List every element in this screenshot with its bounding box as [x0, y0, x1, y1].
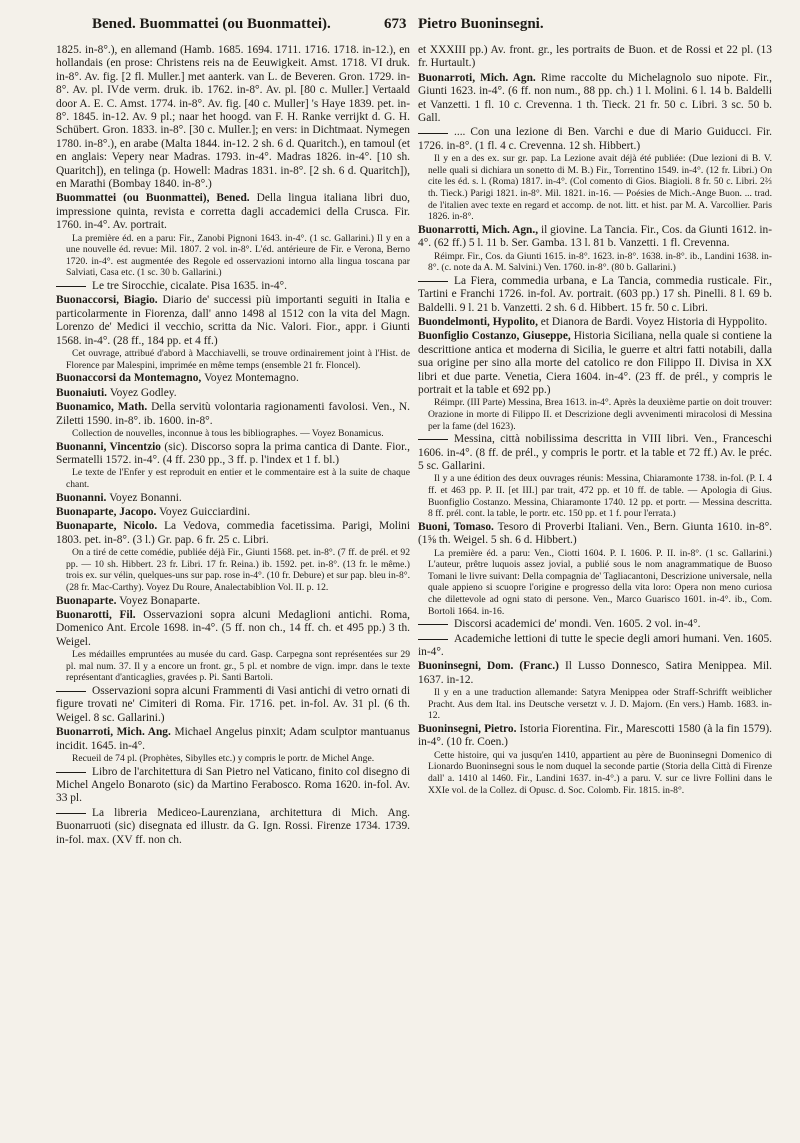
entry-text: Voyez Guicciardini.	[159, 505, 251, 518]
ditto-dash	[418, 624, 448, 625]
entry-note: On a tiré de cette comédie, publiée déjà Fir., Giunti 1568. pet. in-8°. (7 ff. de prél. et 92 pp. — 10 sh. Hibbert. 23 fr. Libri. 17 fr. Reina.) ib. 1592. pet. in-8°. (13 fr. le même.) trois ex. sur vélin, quelques-uns sur pap. rose in-4°. (10 fr. Debure) et sur pap. bleu in-8°. (28 fr. Mac-Carthy). Voyez Du Roure, Analectabiblion Vol. II. p. 12.	[66, 547, 410, 593]
running-header	[0, 14, 800, 36]
header-right: Pietro Buoninsegni.	[418, 16, 544, 32]
bib-entry	[56, 506, 410, 519]
entry-text: et Dianora de Bardi. Voyez Historia di Hyppolito.	[540, 316, 768, 329]
entry-text: Le tre Sirocchie, cicalate. Pisa 1635. in-4°.	[92, 280, 287, 293]
bib-entry	[56, 609, 410, 684]
entry-text: Michael Angelus pinxit; Adam sculptor mantuanus incidit. 1645. in-4°.	[56, 726, 410, 752]
entry-text: Voyez Montemagno.	[204, 372, 299, 385]
bib-entry	[56, 595, 410, 608]
entry-heading: Buommattei (ou Buonmattei), Bened.	[56, 192, 257, 205]
entry-note: Il y en a des ex. sur gr. pap. La Lezione avait déjà été publiée: (Due lezioni di B. V. nelle quali si dichiara un sonetto di M. B.) Fir., Torrentino 1549. in-4°. (12 fr. Libri.) On cite les éd. s. l. (Roma) 1817. in-4°. (Col comento di Gios. Biagioli. 8 fr. 50 c. Libri. 2⅔ th. Tieck.) Parigi 1821. in-8°. Mil. 1821. in-16. — Poésies de Mich.-Ange Buon. ... trad. de l'italien avec texte en regard et accomp. de not. litt. et hist. par M. A. Varcollier. Paris 1826. in-8°.	[428, 153, 772, 223]
ditto-dash	[418, 133, 448, 134]
entry-text: Messina, città nobilissima descritta in VIII libri. Ven., Franceschi 1606. in-4°. (8 ff. de prél., y compris le portr. et la table et 72 ff.) Av. le préc. 5 sc. Gallarini.	[418, 433, 772, 473]
entry-text: Tesoro di Proverbi Italiani. Ven., Bern. Giunta 1610. in-8°. (1⅝ th. Weigel. 5 sh. 6 d. Hibbert.)	[418, 520, 772, 547]
entry-text: il giovine. La Tancia. Fir., Cos. da Giunti 1612. in-4°. (62 ff.) 5 l. 11 b. Ser. Gamba. 13 l. 81 b. Vanzetti. 1 fl. Crevenna.	[418, 223, 772, 250]
entry-heading: Buonaccorsi da Montemagno,	[56, 372, 205, 385]
entry-text: Discorsi academici de' mondi. Ven. 1605. 2 vol. in-4°.	[454, 618, 701, 631]
bib-entry	[56, 441, 410, 491]
entry-heading: Buonaccorsi, Biagio.	[56, 294, 163, 307]
ditto-dash	[56, 813, 86, 814]
entry-heading: Buonaparte, Jacopo.	[56, 505, 160, 518]
entry-text: et XXXIII pp.) Av. front. gr., les portraits de Buon. et de Rossi et 22 pl. (13 fr. Hurtault.)	[418, 44, 772, 70]
bib-entry	[56, 726, 410, 764]
entry-heading: Buonfiglio Costanzo, Giuseppe,	[418, 330, 574, 343]
bib-entry	[418, 44, 772, 71]
entry-note: Il y en a une traduction allemande: Satyra Menippea oder Straff-Schrifft weiblicher Pracht. Aus dem Ital. ins Deutsche versetzt v. J. D. Majorn. (En vers.) Hamb. 1683. in-12.	[428, 687, 772, 722]
entry-text: Rime raccolte du Michelagnolo suo nipote. Fir., Giunti 1623. in-4°. (6 ff. non num., 88 pp. ch.) 1 l. Molini. 6 l. 14 b. Baldelli et Vanzetti. 1 fl. 10 c. Crevenna. 1 th. Tieck. 21 fr. 50 c. Libri. 3 sc. 50 b. Gall.	[418, 71, 772, 125]
entry-text: Osservazioni sopra alcuni Medaglioni antichi. Roma, Domenico Ant. Ercole 1698. in-4°. (5 ff. non ch., 14 ff. ch. et 495 pp.) 3 th. Weigel.	[56, 608, 411, 648]
entry-heading: Buonarrotti, Mich. Agn.,	[418, 223, 541, 236]
entry-text: Osservazioni sopra alcuni Frammenti di Vasi antichi di vetro ornati di figure trovati ne' Cimiteri di Roma. Fir. 1716. pet. in-fol. Av. 31 pl. (6 th. Weigel. 8 sc. Gallarini.)	[56, 684, 410, 724]
bib-entry	[418, 618, 772, 631]
bib-entry	[56, 44, 410, 191]
entry-text: Istoria Fiorentina. Fir., Marescotti 1580 (à la fin 1579). in-4°. (10 fr. Coen.)	[418, 723, 772, 749]
entry-heading: Buonaparte.	[56, 594, 120, 607]
entry-heading: Buoninsegni, Pietro.	[418, 723, 520, 736]
bib-entry	[418, 275, 772, 315]
ditto-dash	[56, 286, 86, 287]
entry-text: Historia Siciliana, nella quale si contiene la descrittione antica et moderna di Sicilia, le guerre et altri fatti notabili, dalla sua origine per sino alla morte del catolico re don Filippo II. Divisa in XX libri et due parte. Venetia, Ciera 1604. in-4°. (23 ff. de prél., y compris le portrait et la table et 692 pp.)	[418, 330, 772, 397]
bib-entry	[56, 387, 410, 400]
bib-entry	[418, 433, 772, 520]
bib-entry	[56, 372, 410, 385]
ditto-dash	[418, 639, 448, 640]
bib-entry	[56, 280, 410, 293]
entry-text: La libreria Mediceo-Laurenziana, architettura di Mich. Ang. Buonarruoti (sic) disegnata ed illustr. da G. Ign. Rossi. Firenze 1734. 1739. in-fol. max. (XV ff. non ch.	[56, 806, 410, 846]
entry-text: Academiche lettioni di tutte le specie degli amori humani. Ven. 1605. in-4°.	[418, 632, 772, 659]
page-number: 673	[384, 16, 407, 32]
entry-note: Recueil de 74 pl. (Prophètes, Sibylles etc.) y compris le portr. de Michel Ange.	[72, 752, 375, 764]
entry-text: .... Con una lezione di Ben. Varchi e due di Mario Guiducci. Fir. 1726. in-8°. (1 fl. 4 c. Crevenna. 12 sh. Hibbert.)	[418, 126, 772, 152]
bib-entry	[418, 330, 772, 432]
entry-note: Les médailles empruntées au musée du card. Gasp. Carpegna sont représentées sur 29 pl. mal num. 37. Il y a encore un front. gr., 5 pl. et nombre de vign. impr. dans le texte représentant d'anticaglies, gravées p. Pi. Santi Bartoli.	[66, 649, 410, 684]
entry-text: Libro de l'architettura di San Pietro nel Vaticano, finito col disegno di Michel Angelo Bonaroto (sic) da Martino Ferabosco. Roma 1620. in-fol. Av. 33 pl.	[56, 765, 410, 805]
entry-text: Voyez Bonanni.	[109, 491, 182, 504]
bib-entry	[418, 521, 772, 617]
entry-note: Réimpr. Fir., Cos. da Giunti 1615. in-8°. 1623. in-8°. 1638. in-8°. ib., Landini 1638. in-8°. (c. note da A. M. Salvini.) Ven. 1760. in-8°. (80 b. Gallarini.)	[428, 250, 772, 274]
bib-entry	[56, 192, 410, 279]
entry-note: La première éd. en a paru: Fir., Zanobi Pignoni 1643. in-4°. (1 sc. Gallarini.) Il y en a une nouvelle éd. revue: Mil. 1807. 2 vol. in-8°. L'éd. antérieure de Fir. e Verona, Berno 1720. in-4°. est augmentée des Regole ed osservazioni intorno alla lingua toscana par Salviati, Casa etc. (1 sc. 30 b. Gallarini.)	[66, 232, 410, 279]
bib-entry	[418, 660, 772, 722]
entry-heading: Buonarroti, Mich. Ang.	[56, 726, 175, 739]
entry-text: Voyez Godley.	[109, 386, 177, 399]
entry-note: La première éd. a paru: Ven., Ciotti 1604. P. I. 1606. P. II. in-8°. (1 sc. Gallarini.) L'auteur, prêtre luquois assez jovial, a publié sous le nom anagrammatique de Buoso Tomani le livre suivant: Della compagnia de' Tagliacantoni, Descrizione universale, nella quale appieno si scuopre l'origine e progresso della vita loro: Opera non meno curiosa che dilettevole ad ogni stato di persone. Ven., Marco Guarisco 1601. in-4°. ib., Com. Bortoli 1664. in-16.	[428, 547, 772, 617]
left-column	[56, 44, 410, 848]
entry-note: Il y a une édition des deux ouvrages réunis: Messina, Chiaramonte 1738. in-fol. (P. I. 4 ff. et 463 pp. P. II. [et III.] par trait, 472 pp. et 10 ff. de table. — Apologia di Gius. Buonfiglio Costanzo. Messina, Chiaramonte 1740. 12 pp. et portr. — Messina descritta. 8 ff. prél. cont. la table, le portr. etc. 150 pp. et 1 f. pour l'errata.)	[428, 473, 772, 520]
entry-text: La Vedova, commedia facetissima. Parigi, Molini 1803. pet. in-8°. (3 l.) Gr. pap. 6 fr. 25 c. Libri.	[56, 520, 410, 546]
bib-entry	[56, 401, 410, 439]
entry-text: (sic). Discorso sopra la prima cantica di Dante. Fior., Sermatelli 1572. in-4°. (4 ff. 230 pp., 3 ff. p. l'index et 1 f. bl.)	[56, 440, 410, 466]
bib-entry	[418, 316, 772, 329]
bib-entry	[56, 685, 410, 725]
entry-note: Collection de nouvelles, inconnue à tous les bibliographes. — Voyez Bonamicus.	[72, 427, 384, 439]
entry-note: Cet ouvrage, attribué d'abord à Macchiavelli, se trouve ordinairement joint à l'Hist. de Florence par Malespini, imprimée en même temps (ensemble 21 fr. Floncel).	[66, 348, 410, 371]
entry-note: Le texte de l'Enfer y est reproduit en entier et le commentaire est à la suite de chaque chant.	[66, 467, 410, 490]
entry-heading: Buonanni.	[56, 491, 110, 504]
entry-text: Voyez Bonaparte.	[119, 594, 201, 607]
bib-entry	[418, 723, 772, 796]
ditto-dash	[418, 281, 448, 282]
entry-text: La Fiera, commedia urbana, e La Tancia, commedia rusticale. Fir., Tartini e Franchi 1726. in-fol. Av. portrait. (603 pp.) 17 sh. Pinelli. 8 l. 69 b. Baldelli. 9 l. 21 b. Vanzetti. 2 sh. 6 d. Hibbert. 15 fr. 50 c. Libri.	[418, 274, 772, 314]
entry-text: Il Lusso Donnesco, Satira Menippea. Mil. 1637. in-12.	[418, 660, 773, 686]
ditto-dash	[56, 691, 86, 692]
entry-text: Diario de' successi più importanti seguiti in Italia e particolarmente in Fiorenza, dall' anno 1498 al 1512 con la vita del Magn. Lorenzo de' Medici il vecchio, scritta da Nic. Valori. Fior., appr. i Giunti 1568. in-4°. (28 ff., 184 pp. et 4 ff.)	[56, 294, 410, 347]
entry-text: Della servitù volontaria ragionamenti favolosi. Ven., N. Ziletti 1590. in-8°. ib. 1600. in-8°.	[56, 401, 410, 427]
bib-entry	[56, 807, 410, 847]
entry-heading: Buoni, Tomaso.	[418, 520, 498, 533]
bib-entry	[418, 72, 772, 126]
entry-note: Réimpr. (III Parte) Messina, Brea 1613. in-4°. Après la deuxième partie on doit trouver: Orazione in morte di Filippo II. et Descrizione degli avvenimenti miracolosi di Messina per la fame (del 1623).	[428, 397, 772, 432]
entry-heading: Buonanni, Vincentzio	[56, 440, 165, 453]
header-left: Bened. Buommattei (ou Buonmattei).	[92, 16, 331, 32]
entry-note: Cette histoire, qui va jusqu'en 1410, appartient au père de Buoninsegni Domenico di Lionardo Buoninsegni sous le nom duquel la seconde partie (Storia della Città di Firenze dall' a. 1410 al 1460. Fir., Landini 1637. in-4°.) a paru. V. sur ce livre Follini dans le XXIe vol. de la Collez. di Opusc. d. Soc. Colomb. Fir. 1815. in-8°.	[428, 749, 772, 796]
bib-entry	[56, 492, 410, 505]
entry-heading: Buonarroti, Mich. Agn.	[418, 71, 541, 84]
bib-entry	[418, 633, 772, 660]
bib-entry	[56, 520, 410, 593]
entry-heading: Buoninsegni, Dom. (Franc.)	[418, 660, 565, 673]
entry-heading: Buonamico, Math.	[56, 401, 152, 414]
entry-heading: Buonaiuti.	[56, 386, 110, 399]
entry-text: 1825. in-8°.), en allemand (Hamb. 1685. 1694. 1711. 1716. 1718. in-12.), en hollandais (en prose: Christens reis na de Eeuwigkeit. Amst. 1718. VI druk. in-8°. Av. fig. [2 fl. Muller.] met aanterk. van L. de Beveren. Gron. 1729. in-8°. Av. pl. IVde verm. druk. ib. 1762. in-8°. Av. pl. [80 c. Muller.] Vertaald door A. E. C. Amst. 1774. in-8°. Av. fig. [40 c. Muller] 's Haye 1839. pet. in-8°. 1845. in-12. Av. 9 pl.; naar het hoogd. van F. H. Ranke verrijkt d. G. H. Schübert. Gron. 1833. in-8°. [30 c. Muller.]; en vers: in Dichtmaat. Nymegen 1780. in-8°.), en arabe (Malta 1844. in-12. 2 sh. 6 d. Quaritch.), en tamoul (et en anglais: Vepery near Madras. 1793. in-4°. Madras 1826. in-4°. [10 sh. Quaritch]), en telinga (p. Howell: Madras 1831. in-8°. [2 sh. 6 d. Quaritch]), en Marathi (Bombay 1840. in-8°.)	[56, 44, 410, 191]
entry-heading: Buonaparte, Nicolo.	[56, 520, 165, 533]
entry-heading: Buonarotti, Fil.	[56, 608, 144, 621]
entry-heading: Buondelmonti, Hypolito,	[418, 316, 541, 329]
ditto-dash	[56, 772, 86, 773]
bib-entry	[56, 294, 410, 371]
entry-text: Della lingua italiana libri duo, impressione quinta, revista e corretta dagli accademici della Crusca. Fir. 1760. in-4°. Av. portrait.	[56, 192, 410, 232]
ditto-dash	[418, 439, 448, 440]
bib-entry	[56, 766, 410, 806]
bib-entry	[418, 224, 772, 274]
right-column	[418, 44, 772, 797]
bib-entry	[418, 126, 772, 222]
